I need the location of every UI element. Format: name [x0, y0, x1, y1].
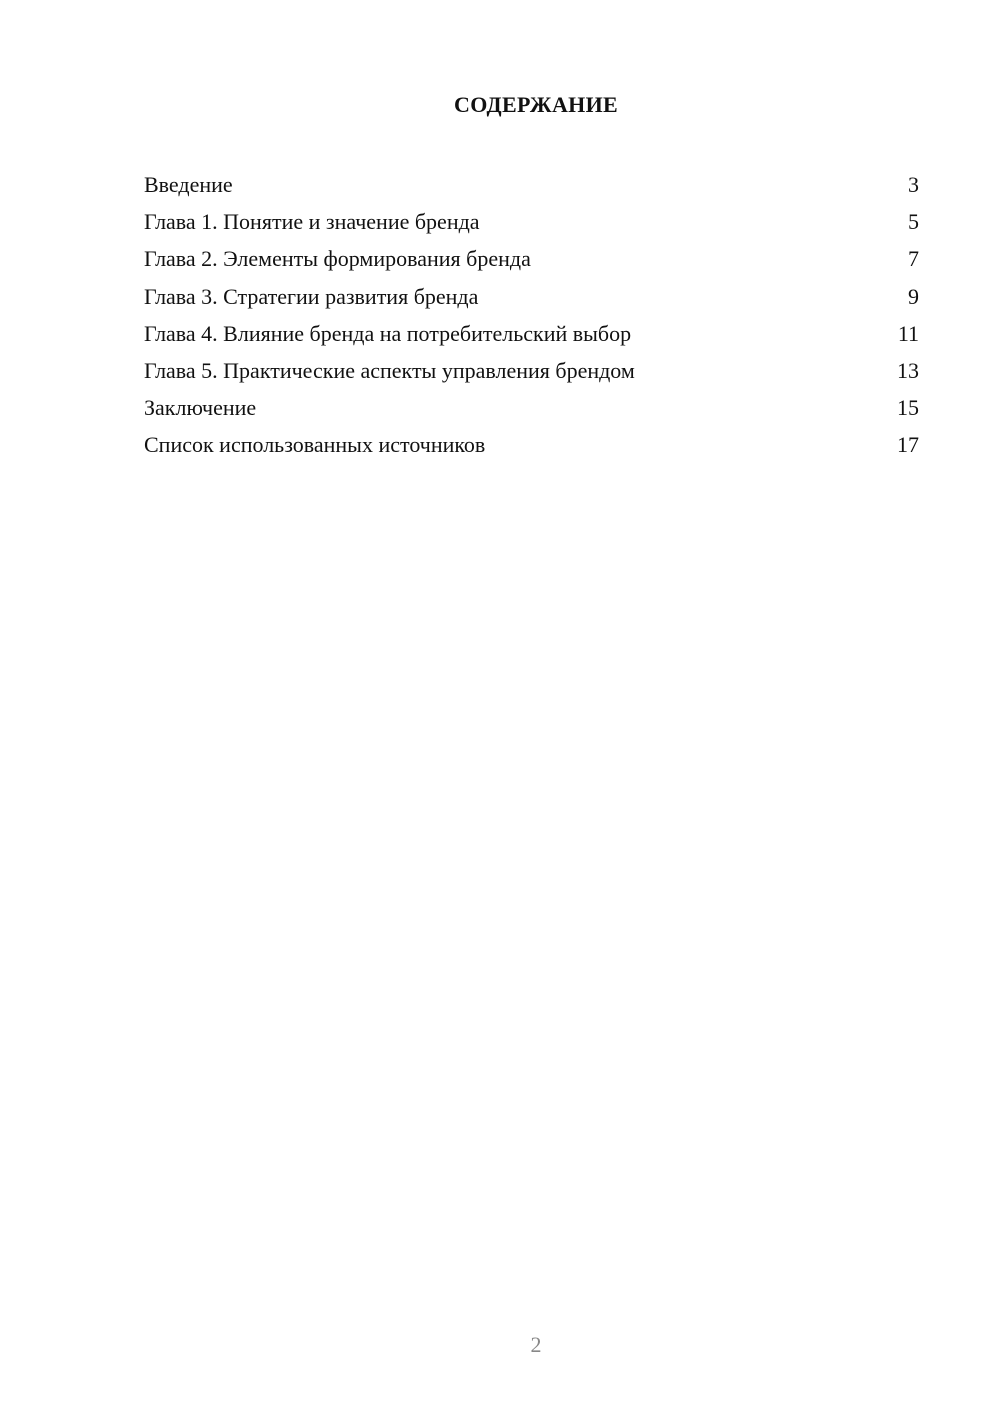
toc-entry-label: Глава 3. Стратегии развития бренда — [144, 283, 479, 309]
toc-entry-page: 3 — [908, 172, 919, 197]
toc-entry-page: 13 — [897, 357, 919, 383]
toc-entry-chapter-2[interactable] — [144, 243, 919, 280]
toc-entry-references[interactable] — [144, 429, 919, 466]
toc-entry-page: 9 — [908, 283, 919, 309]
toc-entry-page: 17 — [897, 432, 919, 458]
toc-entry-label: Глава 2. Элементы формирования бренда — [144, 246, 531, 272]
table-of-contents — [144, 169, 919, 467]
toc-entry-label: Глава 5. Практические аспекты управления брендом — [144, 357, 635, 383]
toc-entry-chapter-3[interactable] — [144, 281, 919, 318]
toc-entry-label: Список использованных источников — [144, 432, 486, 458]
toc-entry-page: 15 — [897, 395, 919, 421]
page-title: СОДЕРЖАНИЕ — [454, 92, 618, 117]
toc-entry-conclusion[interactable] — [144, 392, 919, 429]
toc-entry-chapter-1[interactable] — [144, 206, 919, 243]
toc-entry-label: Заключение — [144, 395, 257, 421]
toc-entry-page: 11 — [897, 320, 919, 346]
toc-entry-chapter-5[interactable] — [144, 355, 919, 392]
toc-entry-page: 7 — [908, 246, 919, 272]
page-number: 2 — [530, 1332, 542, 1357]
toc-entry-page: 5 — [908, 209, 919, 235]
toc-entry-label: Глава 4. Влияние бренда на потребительский выбор — [144, 320, 632, 346]
toc-entry-label: Введение — [144, 172, 233, 197]
toc-entry-chapter-4[interactable] — [144, 318, 919, 355]
toc-entry-label: Глава 1. Понятие и значение бренда — [144, 209, 480, 235]
toc-entry-introduction[interactable] — [144, 169, 919, 206]
